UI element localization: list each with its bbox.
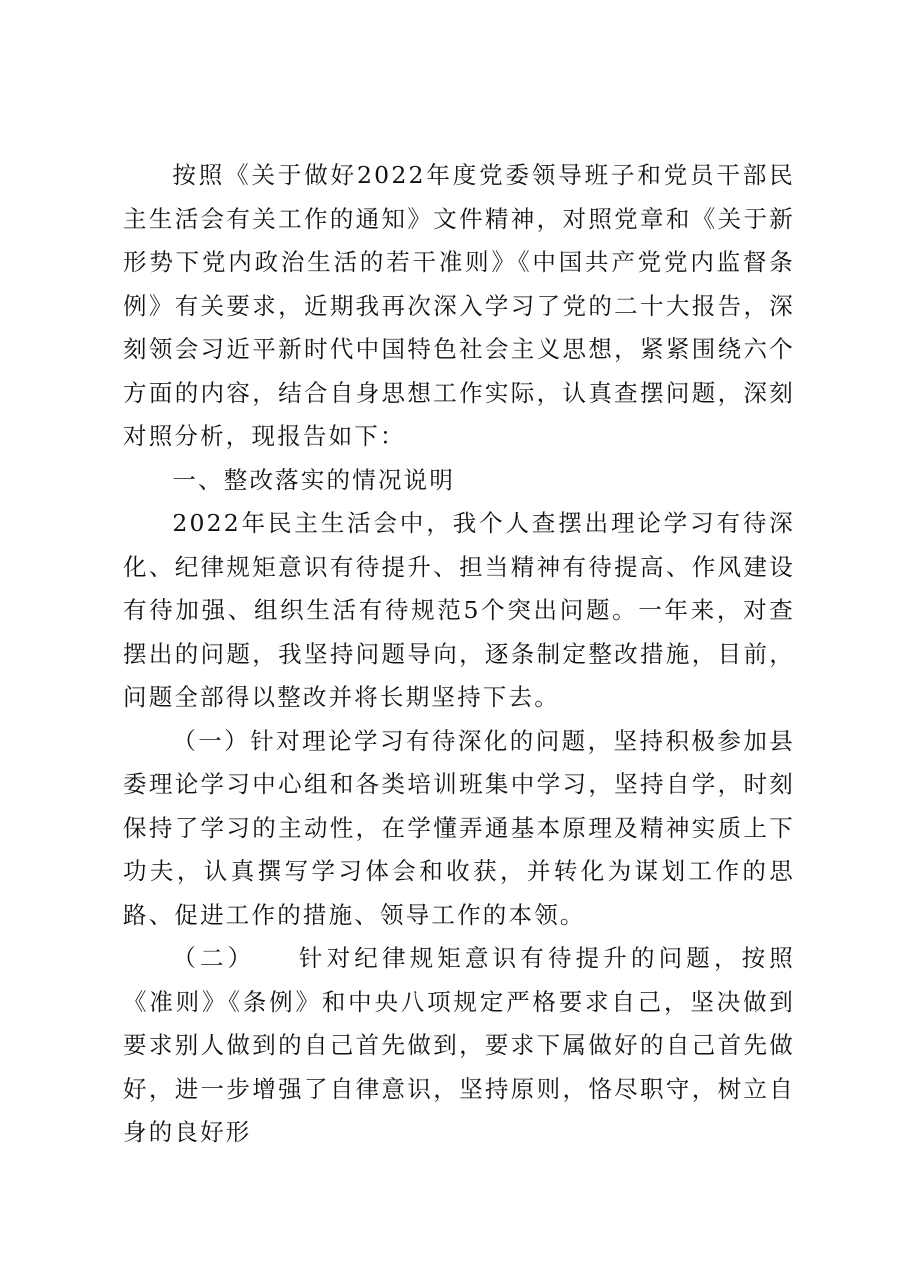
document-body [123,154,795,1155]
item-two-paragraph: （二） 针对纪律规矩意识有待提升的问题，按照《准则》《条例》和中央八项规定严格要求自己，坚决做到要求别人做到的自己首先做到，要求下属做好的自己首先做好，进一步增强了自律意识，坚持原则，恪尽职守，树立自身的良好形 [123,944,795,1146]
item-one-paragraph: （一）针对理论学习有待深化的问题，坚持积极参加县委理论学习中心组和各类培训班集中学习，坚持自学，时刻保持了学习的主动性，在学懂弄通基本原理及精神实质上下功夫，认真撰写学习体会和收获，并转化为谋划工作的思路、促进工作的措施、领导工作的本领。 [123,726,795,929]
intro-paragraph: 按照《关于做好2022年度党委领导班子和党员干部民主生活会有关工作的通知》文件精神，对照党章和《关于新形势下党内政治生活的若干准则》《中国共产党党内监督条例》有关要求，近期我再次深入学习了党的二十大报告，深刻领会习近平新时代中国特色社会主义思想，紧紧围绕六个方面的内容，结合自身思想工作实际，认真查摆问题，深刻对照分析，现报告如下： [123,161,795,450]
section-paragraph: 2022年民主生活会中，我个人查摆出理论学习有待深化、纪律规矩意识有待提升、担当精神有待提高、作风建设有待加强、组织生活有待规范5个突出问题。一年来，对查摆出的问题，我坚持问题导向，逐条制定整改措施，目前，问题全部得以整改并将长期坚持下去。 [123,509,795,711]
section-heading: 一、整改落实的情况说明 [172,465,456,494]
